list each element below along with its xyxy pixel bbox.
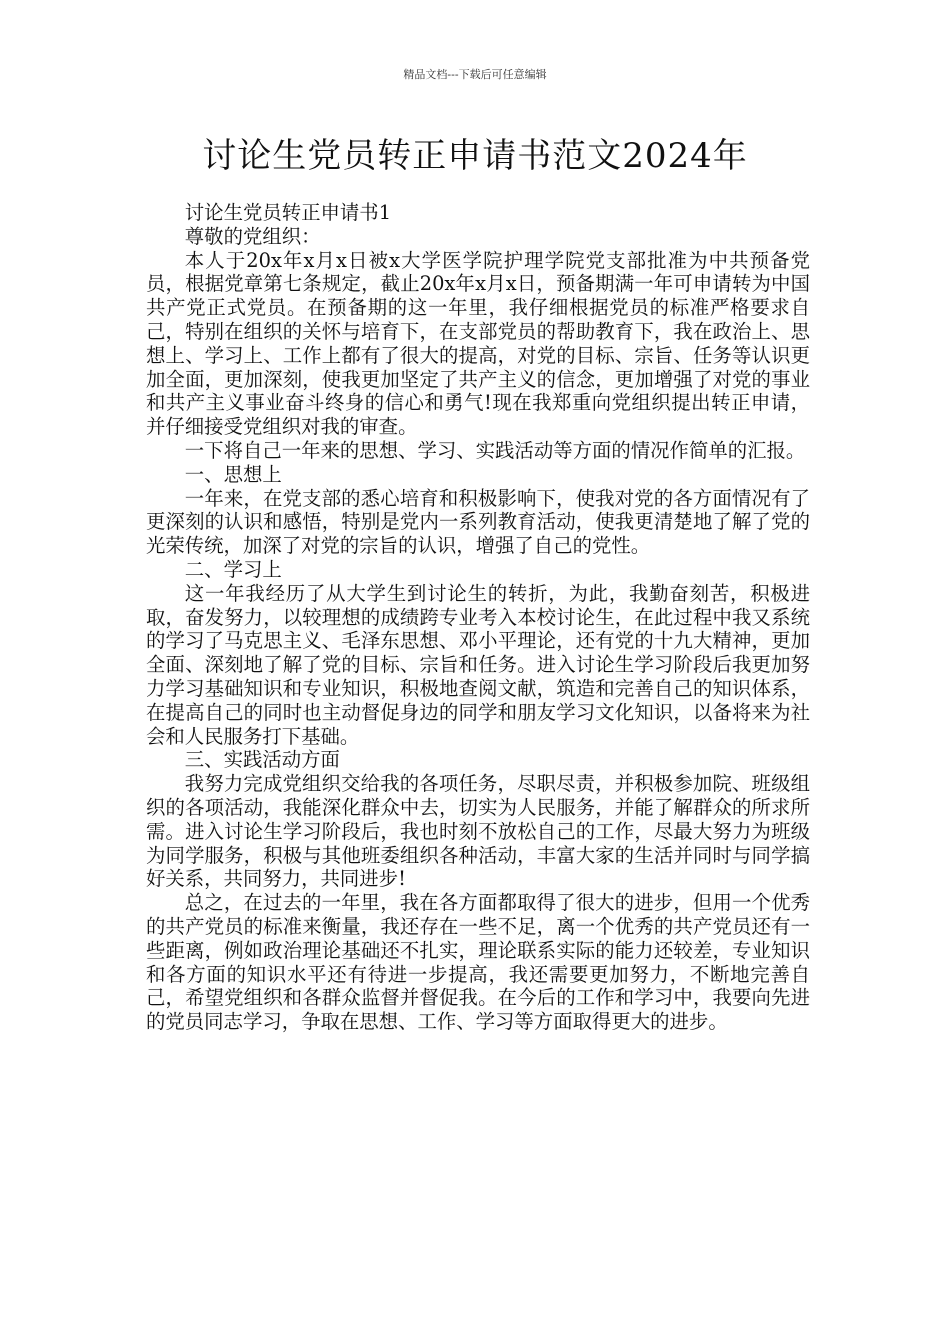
thought-paragraph: 一年来，在党支部的悉心培育和积极影响下，使我对党的各方面情况有了更深刻的认识和感悟，特别是党内一系列教育活动，使我更清楚地了解了党的光荣传统，加深了对党的宗旨的认识，增强了自己的党性。 <box>146 486 810 558</box>
study-paragraph: 这一年我经历了从大学生到讨论生的转折，为此，我勤奋刻苦，积极进取，奋发努力，以较理想的成绩跨专业考入本校讨论生，在此过程中我又系统的学习了马克思主义、毛泽东思想、邓小平理论，还有党的十九大精神，更加全面、深刻地了解了党的目标、宗旨和任务。进入讨论生学习阶段后我更加努力学习基础知识和专业知识，积极地查阅文献，筑造和完善自己的知识体系，在提高自己的同时也主动督促身边的同学和朋友学习文化知识，以备将来为社会和人民服务打下基础。 <box>146 581 810 748</box>
practice-paragraph: 我努力完成党组织交给我的各项任务，尽职尽责，并积极参加院、班级组织的各项活动，我能深化群众中去，切实为人民服务，并能了解群众的所求所需。进入讨论生学习阶段后，我也时刻不放松自己的工作，尽最大努力为班级为同学服务，积极与其他班委组织各种活动，丰富大家的生活并同时与同学搞好关系，共同努力，共同进步! <box>146 772 810 891</box>
conclusion-paragraph: 总之，在过去的一年里，我在各方面都取得了很大的进步，但用一个优秀的共产党员的标准来衡量，我还存在一些不足，离一个优秀的共产党员还有一些距离，例如政治理论基础还不扎实，理论联系实际的能力还较差，专业知识和各方面的知识水平还有待进一步提高，我还需要更加努力，不断地完善自己，希望党组织和各群众监督并督促我。在今后的工作和学习中，我要向先进的党员同志学习，争取在思想、工作、学习等方面取得更大的进步。 <box>146 891 810 1034</box>
section-heading-thought: 一、思想上 <box>184 462 282 486</box>
document-body <box>146 201 810 1034</box>
header-note: 精品文档---下载后可任意编辑 <box>403 68 547 81</box>
salutation-paragraph: 尊敬的党组织： <box>184 224 321 248</box>
document-title: 讨论生党员转正申请书范文2024年 <box>202 136 748 176</box>
section-heading-practice: 三、实践活动方面 <box>184 748 340 772</box>
section-heading-study: 二、学习上 <box>184 557 282 581</box>
intro-paragraph: 本人于20x年x月x日被x大学医学院护理学院党支部批准为中共预备党员，根据党章第七条规定，截止20x年x月x日，预备期满一年可申请转为中国共产党正式党员。在预备期的这一年里，我仔细根据党员的标准严格要求自己，特别在组织的关怀与培育下，在支部党员的帮助教育下，我在政治上、思想上、学习上、工作上都有了很大的提高，对党的目标、宗旨、任务等认识更加全面，更加深刻，使我更加坚定了共产主义的信念，更加增强了对党的事业和共产主义事业奋斗终身的信心和勇气!现在我郑重向党组织提出转正申请，并仔细接受党组织对我的审查。 <box>146 248 810 439</box>
subtitle-paragraph: 讨论生党员转正申请书1 <box>184 201 392 224</box>
summary-intro-paragraph: 一下将自己一年来的思想、学习、实践活动等方面的情况作简单的汇报。 <box>184 438 806 462</box>
